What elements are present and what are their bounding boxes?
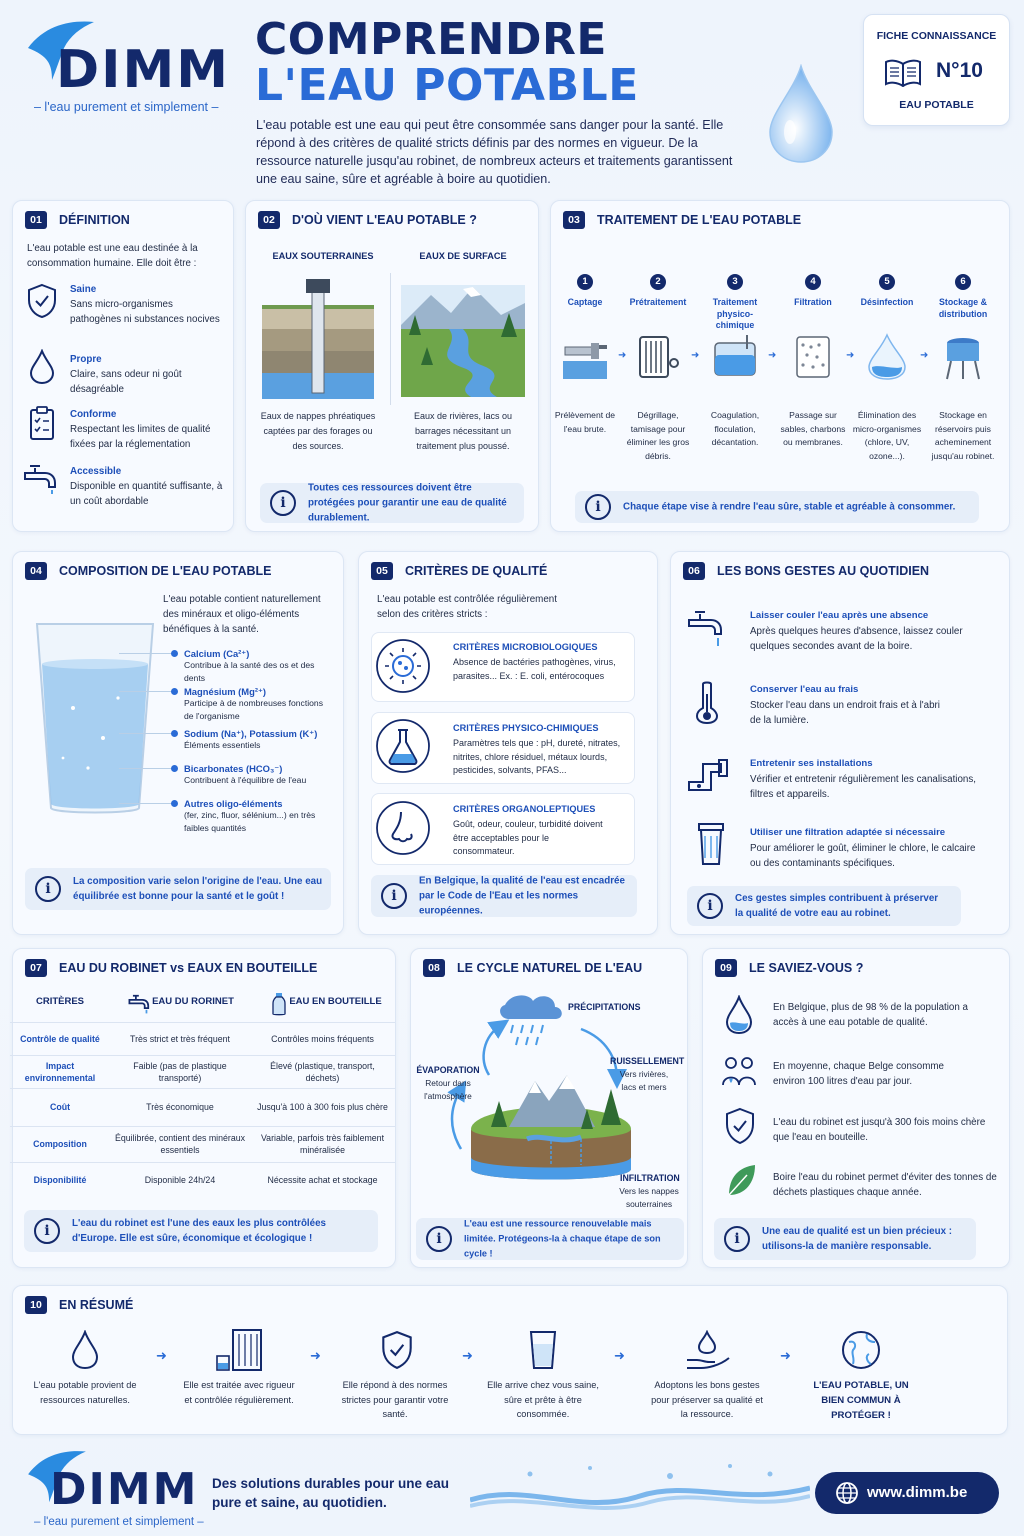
- water-drop-icon: [29, 349, 55, 385]
- flow-arrow-icon: ➜: [691, 350, 700, 361]
- faucet-icon: [687, 608, 727, 648]
- criteria-title: CRITÈRES PHYSICO-CHIMIQUES: [453, 723, 599, 733]
- criteria-text: Goût, odeur, couleur, turbidité doivent être acceptables pour le consommateur.: [453, 819, 603, 856]
- section-title: LE CYCLE NATUREL DE L'EAU: [457, 961, 643, 975]
- table-row: [10, 1022, 395, 1055]
- mineral-name: Sodium (Na⁺), Potassium (K⁺): [184, 728, 318, 739]
- habit-title: Conserver l'eau au frais: [750, 684, 859, 695]
- table-row: [10, 1088, 395, 1126]
- flow-arrow-icon: ➜: [614, 1348, 625, 1363]
- step-number: 1: [577, 274, 593, 290]
- info-box: [25, 868, 331, 910]
- info-icon: i: [381, 883, 407, 909]
- leader-dot: [119, 803, 175, 804]
- nose-icon: [375, 800, 431, 856]
- step-label: Filtration: [794, 297, 832, 307]
- mineral-description: Contribue à la santé des os et des dents: [184, 660, 315, 683]
- step-label: Stockage & distribution: [938, 297, 988, 319]
- fiche-subject: EAU POTABLE: [899, 99, 974, 111]
- leader-point: [171, 800, 178, 807]
- info-box: [714, 1218, 976, 1260]
- hand-drop-icon: [685, 1330, 731, 1370]
- glass-icon: [529, 1330, 557, 1370]
- habit-title: Utiliser une filtration adaptée si nécessaire: [750, 827, 946, 838]
- infiltration-text: Vers les nappes souterraines: [619, 1186, 679, 1209]
- step-number: 2: [650, 274, 666, 290]
- info-text: Toutes ces ressources doivent être protégées pour garantir une eau de qualité durablement.: [308, 482, 507, 524]
- info-box: [687, 886, 961, 926]
- groundwater-text: Eaux de nappes phréatiques captées par des forages ou des sources.: [260, 411, 376, 451]
- shield-check-icon: [381, 1330, 413, 1370]
- section-number: 10: [25, 1296, 47, 1314]
- info-text: Une eau de qualité est un bien précieux : utilisons-la de manière responsable.: [762, 1226, 952, 1252]
- fiche-label: FICHE CONNAISSANCE: [876, 30, 997, 42]
- shield-check-icon: [725, 1107, 755, 1145]
- intro-text: L'eau potable est une eau qui peut être consommée sans danger pour la santé. Elle répond à des critères de qualité stricts définis par des normes en vigueur. De la ressource naturelle jusqu'au robinet, de nombreux acteurs et traitements garantissent une eau saine, sûre et agréable à boire au quotidien.: [256, 118, 733, 186]
- criteria-text: Paramètres tels que : pH, dureté, nitrates, nitrites, chlore résiduel, métaux lourds, pesticides, solvants, PFAS...: [453, 738, 621, 775]
- habit-text: Stocker l'eau dans un endroit frais et à l'abri de la lumière.: [750, 700, 940, 726]
- mineral-name: Magnésium (Mg²⁺): [184, 686, 267, 697]
- composition-intro: L'eau potable contient naturellement des minéraux et oligo-éléments bénéfiques à la santé.: [163, 594, 321, 635]
- runoff-label: RUISSELLEMENT: [610, 1056, 685, 1066]
- summary-item: Elle répond à des normes strictes pour garantir votre santé.: [341, 1380, 449, 1419]
- step-number: 5: [879, 274, 895, 290]
- precipitation-label: PRÉCIPITATIONS: [568, 1002, 641, 1012]
- step-description: Dégrillage, tamisage pour éliminer les gros débris.: [626, 410, 690, 461]
- section-number: 09: [715, 959, 737, 977]
- mineral-description: Participe à de nombreuses fonctions de l'organisme: [184, 698, 324, 721]
- summary-item: Adoptons les bons gestes pour préserver sa qualité et la ressource.: [651, 1380, 763, 1419]
- mineral-name: Bicarbonates (HCO₃⁻): [184, 763, 283, 774]
- section-number: 03: [563, 211, 585, 229]
- info-icon: i: [697, 893, 723, 919]
- info-text: Chaque étape vise à rendre l'eau sûre, stable et agréable à consommer.: [623, 501, 956, 513]
- coagulation-tank-icon: [711, 333, 759, 381]
- info-box: [24, 1210, 378, 1252]
- section-definition: [12, 200, 234, 532]
- info-icon: i: [35, 876, 61, 902]
- evaporation-text: Retour dans l'atmosphère: [424, 1078, 472, 1101]
- summary-item: L'eau potable provient de ressources naturelles.: [33, 1380, 137, 1405]
- section-number: 02: [258, 211, 280, 229]
- definition-item-text: Disponible en quantité suffisante, à un coût abordable: [70, 481, 223, 507]
- logo-tagline: – l'eau purement et simplement –: [34, 100, 219, 114]
- step-description: Élimination des micro-organismes (chlore, UV, ozone...).: [852, 410, 922, 461]
- flow-arrow-icon: ➜: [768, 350, 777, 361]
- leader-dot: [119, 733, 175, 734]
- step-number: 3: [727, 274, 743, 290]
- fact-text: En Belgique, plus de 98 % de la population a accès à une eau potable de qualité.: [773, 1002, 968, 1028]
- section-number: 07: [25, 959, 47, 977]
- header: [0, 0, 1024, 195]
- definition-item-text: Claire, sans odeur ni goût désagréable: [70, 369, 182, 395]
- step-description: Coagulation, floculation, décantation.: [710, 410, 760, 447]
- section-title: EAU DU ROBINET vs EAUX EN BOUTEILLE: [59, 961, 318, 975]
- water-glass-illustration: [33, 618, 157, 818]
- globe-icon: [835, 1481, 859, 1505]
- table-cell: Disponibilité: [10, 1162, 110, 1198]
- fact-text: L'eau du robinet est jusqu'à 300 fois moins chère que l'eau en bouteille.: [773, 1117, 986, 1143]
- habit-text: Pour améliorer le goût, éliminer le chlore, le calcaire ou des contaminants spécifiques.: [750, 843, 976, 869]
- section-number: 06: [683, 562, 705, 580]
- fiche-badge: [863, 14, 1010, 126]
- section-number: 08: [423, 959, 445, 977]
- definition-item-title: Accessible: [70, 466, 122, 477]
- section-quality-criteria: [358, 551, 658, 935]
- leader-point: [171, 688, 178, 695]
- dimm-logo-footer[interactable]: [26, 1448, 206, 1532]
- groundwater-illustration: [262, 277, 374, 399]
- flask-icon: [375, 718, 431, 774]
- leader-point: [171, 650, 178, 657]
- surface-water-text: Eaux de rivières, lacs ou barrages nécessitant un traitement plus poussé.: [413, 411, 513, 451]
- shield-check-icon: [27, 283, 57, 319]
- website-link[interactable]: [815, 1472, 999, 1514]
- step-label: Traitement physico-chimique: [712, 297, 758, 330]
- table-cell: Très économique: [110, 1088, 250, 1126]
- summary-final-statement: L'EAU POTABLE, UN BIEN COMMUN À PROTÉGER !: [813, 1380, 909, 1421]
- habit-title: Entretenir ses installations: [750, 758, 873, 769]
- section-title: D'OÙ VIENT L'EAU POTABLE ?: [292, 213, 477, 227]
- habit-text: Vérifier et entretenir régulièrement les canalisations, filtres et appareils.: [750, 774, 976, 800]
- flow-arrow-icon: ➜: [618, 350, 627, 361]
- page-title-line1: COMPRENDRE: [255, 14, 607, 65]
- info-text: L'eau du robinet est l'une des eaux les plus contrôlées d'Europe. Elle est sûre, économique et écologique !: [72, 1218, 327, 1244]
- infiltration-label: INFILTRATION: [620, 1173, 680, 1183]
- criteria-title: CRITÈRES ORGANOLEPTIQUES: [453, 804, 596, 814]
- mineral-description: (fer, zinc, fluor, sélénium...) en très faibles quantités: [184, 810, 316, 833]
- definition-item-title: Conforme: [70, 409, 117, 420]
- criteria-text: Absence de bactéries pathogènes, virus, parasites... Ex. : E. coli, entérocoques: [453, 657, 616, 681]
- criteria-title: CRITÈRES MICROBIOLOGIQUES: [453, 642, 598, 652]
- thermometer-icon: [695, 680, 719, 724]
- section-title: EN RÉSUMÉ: [59, 1298, 134, 1312]
- table-header-row: [10, 982, 395, 1022]
- water-splash-decoration: [470, 1454, 810, 1526]
- summary-item: Elle arrive chez vous saine, sûre et prête à être consommée.: [487, 1380, 599, 1419]
- mineral-description: Éléments essentiels: [184, 740, 261, 750]
- step-description: Stockage en réservoirs puis acheminement jusqu'au robinet.: [931, 410, 995, 461]
- website-url: www.dimm.be: [867, 1484, 968, 1501]
- leaf-icon: [725, 1163, 757, 1199]
- section-good-habits: [670, 551, 1010, 935]
- table-header-cell: EAU DU RORINET: [152, 995, 234, 1007]
- column-divider: [390, 273, 391, 405]
- section-sources: [245, 200, 539, 532]
- logo-wordmark: DIMM: [50, 1464, 199, 1515]
- section-title: LES BONS GESTES AU QUOTIDIEN: [717, 564, 930, 578]
- info-icon: i: [426, 1226, 452, 1252]
- info-icon: i: [270, 490, 296, 516]
- evaporation-label: ÉVAPORATION: [416, 1065, 480, 1075]
- footer-slogan: Des solutions durables pour une eau pure et saine, au quotidien.: [212, 1476, 450, 1510]
- logo-wordmark: DIMM: [56, 40, 231, 100]
- leader-dot: [119, 768, 175, 769]
- water-drop-icon: [768, 64, 834, 164]
- info-box: [371, 875, 637, 917]
- step-number: 4: [805, 274, 821, 290]
- globe-icon: [841, 1330, 881, 1370]
- section-title: CRITÈRES DE QUALITÉ: [405, 564, 548, 578]
- runoff-text: Vers rivières, lacs et mers: [619, 1069, 669, 1092]
- surface-water-illustration: [401, 285, 525, 397]
- flow-arrow-icon: ➜: [310, 1348, 321, 1363]
- leader-point: [171, 730, 178, 737]
- fact-text: En moyenne, chaque Belge consomme environ 100 litres d'eau par jour.: [773, 1061, 945, 1087]
- definition-item-title: Saine: [70, 284, 97, 295]
- surface-water-title: EAUX DE SURFACE: [419, 251, 507, 261]
- table-cell: Équilibrée, contient des minéraux essentiels: [110, 1126, 250, 1162]
- info-box: [260, 483, 524, 523]
- step-label: Captage: [567, 297, 603, 307]
- logo-tagline: – l'eau purement et simplement –: [34, 1516, 204, 1528]
- info-text: La composition varie selon l'origine de l'eau. Une eau équilibrée est bonne pour la santé et le goût !: [73, 876, 323, 902]
- people-icon: [721, 1055, 757, 1089]
- section-summary: [12, 1285, 1008, 1435]
- definition-item-text: Respectant les limites de qualité fixées par la réglementation: [70, 424, 211, 450]
- table-row: [10, 1126, 395, 1162]
- flow-arrow-icon: ➜: [462, 1348, 473, 1363]
- table-row: [10, 1162, 395, 1198]
- dimm-logo[interactable]: [26, 18, 231, 118]
- table-cell: Faible (pas de plastique transporté): [110, 1055, 250, 1088]
- water-filter-icon: [697, 822, 725, 866]
- filter-media-icon: [789, 333, 837, 381]
- leader-dot: [119, 653, 175, 654]
- groundwater-title: EAUX SOUTERRAINES: [272, 251, 374, 261]
- info-icon: i: [585, 494, 611, 520]
- intake-pipe-icon: [561, 333, 609, 381]
- fact-text: Boire l'eau du robinet permet d'éviter des tonnes de déchets plastiques chaque année.: [773, 1172, 997, 1198]
- table-cell: Contrôle de qualité: [10, 1022, 110, 1055]
- table-cell: Élevé (plastique, transport, déchets): [250, 1055, 395, 1088]
- water-drop-icon: [71, 1330, 99, 1370]
- table-cell: Nécessite achat et stockage: [250, 1162, 395, 1198]
- mineral-name: Calcium (Ca²⁺): [184, 648, 250, 659]
- definition-item-title: Propre: [70, 354, 102, 365]
- info-icon: i: [34, 1218, 60, 1244]
- table-cell: Impact environnemental: [10, 1055, 110, 1088]
- section-number: 04: [25, 562, 47, 580]
- screen-grid-icon: [634, 333, 682, 381]
- book-icon: [884, 59, 922, 87]
- mineral-name: Autres oligo-éléments: [184, 798, 283, 809]
- table-cell: Contrôles moins fréquents: [250, 1022, 395, 1055]
- table-header-cell: CRITÈRES: [35, 995, 85, 1007]
- water-tower-icon: [939, 333, 987, 381]
- habit-title: Laisser couler l'eau après une absence: [750, 610, 929, 621]
- summary-item: Elle est traitée avec rigueur et contrôlée régulièrement.: [183, 1380, 295, 1405]
- section-number: 05: [371, 562, 393, 580]
- definition-item-text: Sans micro-organismes pathogènes ni substances nocives: [70, 299, 220, 325]
- section-composition: [12, 551, 344, 935]
- step-description: Passage sur sables, charbons ou membranes.: [780, 410, 846, 447]
- table-cell: Composition: [10, 1126, 110, 1162]
- definition-intro: L'eau potable est une eau destinée à la consommation humaine. Elle doit être :: [27, 243, 198, 269]
- table-cell: Disponible 24h/24: [110, 1162, 250, 1198]
- pipe-icon: [687, 754, 731, 794]
- leader-dot: [119, 691, 175, 692]
- section-treatment: [550, 200, 1010, 532]
- flow-arrow-icon: ➜: [156, 1348, 167, 1363]
- comparison-table: [10, 982, 395, 1198]
- table-cell: Jusqu'à 100 à 300 fois plus chère: [250, 1088, 395, 1126]
- disinfection-drop-icon: [863, 333, 911, 381]
- page-title-line2: L'EAU POTABLE: [255, 60, 639, 111]
- section-title: TRAITEMENT DE L'EAU POTABLE: [597, 213, 802, 227]
- info-text: Ces gestes simples contribuent à préserver la qualité de votre eau au robinet.: [735, 893, 939, 919]
- info-box: [575, 491, 979, 523]
- info-icon: i: [724, 1226, 750, 1252]
- fiche-number: N°10: [936, 59, 983, 82]
- step-label: Désinfection: [860, 297, 914, 307]
- faucet-icon: [23, 463, 61, 495]
- table-cell: Très strict et très fréquent: [110, 1022, 250, 1055]
- table-cell: Variable, parfois très faiblement minéralisée: [250, 1126, 395, 1162]
- info-text: L'eau est une ressource renouvelable mais limitée. Protégeons-la à chaque étape de son cycle !: [464, 1218, 661, 1259]
- treatment-tank-icon: [213, 1328, 265, 1372]
- step-label: Prétraitement: [629, 297, 687, 307]
- section-title: LE SAVIEZ-VOUS ?: [749, 961, 864, 975]
- mineral-description: Contribuent à l'équilibre de l'eau: [184, 775, 307, 785]
- info-text: En Belgique, la qualité de l'eau est encadrée par le Code de l'Eau et les normes européennes.: [419, 875, 625, 917]
- leader-point: [171, 765, 178, 772]
- flow-arrow-icon: ➜: [920, 350, 929, 361]
- section-title: DÉFINITION: [59, 213, 130, 227]
- section-number: 01: [25, 211, 47, 229]
- step-number: 6: [955, 274, 971, 290]
- microbe-icon: [375, 638, 431, 694]
- table-cell: Coût: [10, 1088, 110, 1126]
- step-description: Prélèvement de l'eau brute.: [554, 410, 616, 434]
- clipboard-check-icon: [29, 405, 55, 441]
- flow-arrow-icon: ➜: [846, 350, 855, 361]
- criteria-intro: L'eau potable est contrôlée régulièrement selon des critères stricts :: [377, 594, 557, 620]
- info-box: [416, 1218, 684, 1260]
- flow-arrow-icon: ➜: [780, 1348, 791, 1363]
- habit-text: Après quelques heures d'absence, laissez couler quelques secondes avant de la boire.: [750, 626, 963, 652]
- section-title: COMPOSITION DE L'EAU POTABLE: [59, 564, 272, 578]
- table-header-cell: EAU EN BOUTEILLE: [289, 995, 382, 1007]
- table-row: [10, 1055, 395, 1088]
- water-drop-icon: [725, 995, 753, 1035]
